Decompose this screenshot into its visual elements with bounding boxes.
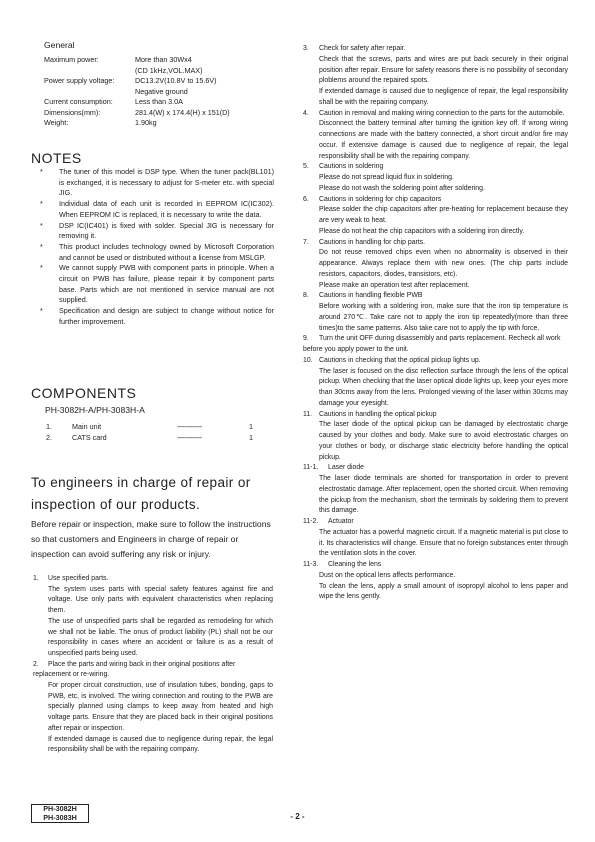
- spec-key: Weight:: [44, 118, 69, 127]
- repair-item-title: Cleaning the lens: [328, 561, 382, 568]
- spec-key: Dimensions(mm):: [44, 107, 101, 117]
- repair-item-head: [303, 162, 568, 173]
- note-text: This product includes technology owned by Microsoft Corporation and cannot be used or distributed without a license from MSLGP.: [59, 241, 274, 262]
- repair-item-title: Use specified parts.: [48, 575, 109, 582]
- note-item: [40, 167, 274, 199]
- notes-list: [40, 167, 274, 328]
- note-text: Specification and design are subject to change without notice for further improvement.: [59, 306, 274, 326]
- repair-item-number: 8.: [303, 292, 309, 300]
- repair-item: [303, 356, 568, 410]
- repair-item: [303, 195, 568, 238]
- repair-item-head: [33, 660, 273, 681]
- repair-item-head: [303, 109, 568, 120]
- repair-item: [33, 574, 273, 660]
- repair-item-number: 11-2.: [303, 518, 319, 525]
- repair-item-title: Turn the unit OFF during disassembly and parts replacement. Recheck all work before you apply power to the unit.: [303, 335, 561, 353]
- note-bullet: *: [40, 241, 43, 251]
- component-row: [46, 422, 261, 431]
- repair-item-number: 5.: [303, 163, 309, 171]
- general-heading: General: [44, 40, 75, 50]
- repair-item-title: Check for safety after repair.: [319, 45, 406, 52]
- spec-key: Maximum power:: [44, 55, 99, 64]
- note-bullet: *: [40, 220, 43, 230]
- repair-item-number: 2.: [33, 660, 39, 668]
- repair-item-body: Check that the screws, parts and wires are put back securely in their original position after repair. Ensure for safety reasons there is no possibility of secondary ploblems around the repaired spots. If extended damage is caused due to negligence of repair, the legal responsibility shall be with the repairing company.: [319, 55, 568, 106]
- repair-item-body: The actuator has a powerful magnetic circuit. If a magnetic material is put close to it. Its characteristics will change. Ensure that no foreign substances enter through the ventilation slots in the cover.: [319, 528, 568, 558]
- repair-item-body: Dust on the optical lens affects performance. To clean the lens, apply a small amount of isopropyl alcohol to lens paper and wipe the lens gently.: [319, 571, 568, 601]
- note-bullet: *: [40, 306, 43, 316]
- repair-item-body: The laser diode of the optical pickup can be damaged by electrostatic charge caused by your clothes and body. Make sure to avoid electrostatic charges on your clothes or body, or discharge static electricity before handling the optical pickup.: [319, 421, 568, 461]
- repair-item-body: For proper circuit construction, use of insulation tubes, bonding, gaps to PWB, etc, is involved. The wiring connection and routing to the PWB are specially planned using clamps to keep away from heated and high voltage parts. Ensure that they are placed back in their original positions after repair or inspection. If extended damage is caused due to negligence during repair, the legal responsibility shall be with the repairing company.: [48, 682, 273, 754]
- repair-item-title: Cautions in soldering for chip capacitors: [319, 195, 442, 203]
- spec-row: [44, 108, 230, 119]
- repair-item-title: Caution in removal and making wiring connection to the parts for the automobile.: [319, 109, 565, 117]
- repair-item-number: 1.: [33, 575, 39, 582]
- repair-item-head: [303, 517, 568, 528]
- repair-item-head: [303, 560, 568, 571]
- note-text: We cannot supply PWB with component parts in principle. When a circuit on PWB has failure, please repair it by component parts base. Parts which are not mentioned in service manual are not supplied.: [59, 263, 274, 305]
- repair-item-body: The laser is focused on the disc reflection surface through the lens of the optical pickup. When checking that the laser optical diode lights up, keep your eyes more than 30cms away from the lens. Prolonged viewing of the laser within 30cms may damage your eyesight.: [319, 367, 568, 407]
- model-line: PH-3082H: [43, 804, 77, 813]
- repair-title: To engineers in charge of repair or inspection of our products.: [31, 475, 251, 512]
- repair-item-body: Please solder the chip capacitors after pre-heating for replacement because they are very weak to heat. Please do not heat the chip capacitors with a soldering iron directly.: [319, 206, 568, 235]
- note-bullet: *: [40, 199, 43, 209]
- components-model: PH-3082H-A/PH-3083H-A: [45, 405, 145, 415]
- repair-item: [303, 334, 568, 356]
- repair-item-head: [303, 356, 568, 367]
- repair-item-title: Cautions in soldering: [319, 163, 384, 171]
- repair-item: [303, 463, 568, 517]
- repair-item-title: Place the parts and wiring back in their original positions after replacement or re-wiring.: [33, 660, 236, 679]
- spec-value: Less than 3.0A: [135, 97, 183, 106]
- repair-item-title: Cautions in handling flexible PWB: [319, 292, 423, 300]
- notes-heading: NOTES: [31, 150, 82, 166]
- repair-item-title: Cautions in handling for chip parts.: [319, 238, 426, 246]
- note-item: [40, 221, 274, 242]
- repair-item-head: [303, 410, 568, 421]
- repair-item-body: Do not reuse removed chips even when no abnormality is observed in their appearance. Always replace them with new ones. (The chip parts include resistors, capacitors, diodes, transistors, etc). Please make an operation test after replacement.: [319, 249, 568, 289]
- component-label: CATS card: [72, 433, 107, 442]
- spec-row: [44, 55, 230, 76]
- repair-item-head: [303, 44, 568, 55]
- repair-item: [303, 162, 568, 194]
- repair-item: [33, 660, 273, 756]
- repair-intro: Before repair or inspection, make sure to follow the instructions so that customers and Engineers in charge of repair or inspection can avoid suffering any risk or injury.: [31, 519, 271, 560]
- component-qty: 1: [249, 422, 253, 431]
- note-text: The tuner of this model is DSP type. When the tuner pack(BL101) is exchanged, it is necessary to adjust for S-meter etc. with special JIG.: [59, 167, 274, 198]
- repair-item-number: 11.: [303, 410, 313, 418]
- repair-item-number: 7.: [303, 238, 309, 246]
- spec-row: [44, 118, 230, 129]
- note-bullet: *: [40, 167, 43, 176]
- spec-row: [44, 97, 230, 108]
- repair-item: [303, 109, 568, 163]
- repair-item-head: [303, 334, 568, 356]
- repair-item: [303, 44, 568, 109]
- note-item: [40, 242, 274, 263]
- model-line: PH-3083H: [43, 812, 77, 822]
- repair-item-head: [33, 574, 273, 585]
- repair-list-left: [33, 574, 273, 756]
- component-leader: -------------: [177, 422, 202, 431]
- spec-value: DC13.2V(10.8V to 15.6V) Negative ground: [135, 76, 217, 96]
- repair-item-body: Before working with a soldering iron, make sure that the iron tip temperature is around 270℃. Take care not to apply the iron tip repeatedly(more than three times)to the same patterns. Also take care not to apply the tip with force.: [319, 303, 568, 332]
- spec-key: Power supply voltage:: [44, 76, 115, 85]
- component-leader: -------------: [177, 433, 202, 442]
- repair-item-head: [303, 291, 568, 302]
- spec-value: More than 30Wx4 (CD 1kHz,VOL.MAX): [135, 55, 203, 75]
- spec-table: [44, 55, 230, 129]
- repair-item: [303, 410, 568, 464]
- repair-item-number: 10.: [303, 356, 313, 364]
- repair-item-head: [303, 238, 568, 249]
- note-item: [40, 199, 274, 220]
- repair-item: [303, 291, 568, 334]
- repair-item-body: Please do not spread liquid flux in soldering. Please do not wash the soldering point after soldering.: [319, 174, 485, 192]
- repair-item-number: 6.: [303, 195, 309, 203]
- repair-item-title: Cautions in handling the optical pickup: [319, 410, 437, 418]
- repair-item-head: [303, 463, 568, 474]
- spec-row: [44, 76, 230, 97]
- spec-value: 1.90kg: [135, 118, 157, 127]
- repair-item-body: Disconnect the battery terminal after turning the ignition key off. If wrong wiring connections are made with the battery connected, a short circuit and/or fire may occur. If extensive damage is caused due to negligence of repair, the legal responsibility shall be with the repairing company.: [319, 120, 568, 160]
- component-qty: 1: [249, 433, 253, 442]
- component-number: 2.: [46, 433, 52, 442]
- repair-item: [303, 517, 568, 560]
- note-text: Individual data of each unit is recorded in EEPROM IC(IC302). When EEPROM IC is replaced, it is necessary to write the data.: [59, 199, 274, 219]
- components-heading: COMPONENTS: [31, 385, 137, 401]
- component-label: Main unit: [72, 422, 102, 431]
- repair-item-body: The laser diode terminals are shorted for transportation in order to prevent electrostatic damage. After replacement, open the shorted circuit. When removing the pickup from the mechanism, short the terminals by soldering them to prevent this damage.: [319, 475, 568, 515]
- note-item: [40, 306, 274, 327]
- note-item: [40, 263, 274, 306]
- component-number: 1.: [46, 422, 52, 431]
- repair-item-head: [303, 195, 568, 206]
- component-row: [46, 433, 261, 442]
- repair-item-title: Laser diode: [328, 464, 365, 472]
- spec-key: Current consumption:: [44, 97, 113, 106]
- repair-item: [303, 560, 568, 603]
- repair-item: [303, 238, 568, 292]
- repair-list-right: [303, 44, 568, 603]
- note-bullet: *: [40, 263, 43, 273]
- repair-item-number: 3.: [303, 45, 309, 52]
- repair-item-number: 11-1.: [303, 464, 319, 472]
- page-number: - 2 -: [290, 812, 305, 821]
- repair-item-number: 9.: [303, 335, 309, 343]
- note-text: DSP IC(IC401) is fixed with solder. Special JIG is necessary for removing it.: [59, 220, 274, 241]
- repair-item-number: 11-3.: [303, 561, 319, 568]
- repair-item-title: Actuator: [328, 518, 354, 525]
- spec-value: 281.4(W) x 174.4(H) x 151(D): [135, 107, 230, 117]
- repair-item-number: 4.: [303, 109, 309, 117]
- repair-item-title: Cautions in checking that the optical pickup lights up.: [319, 356, 481, 364]
- repair-item-body: The system uses parts with special safety features against fire and voltage. Use only parts with equivalent characteristics when replacing them. The use of unspecified parts shall be regarded as remodeling for which we shall not be liable. The onus of product liability (PL) shall not be our responsibility in cases where an accident or failure is as a result of unspecified parts being used.: [48, 585, 273, 657]
